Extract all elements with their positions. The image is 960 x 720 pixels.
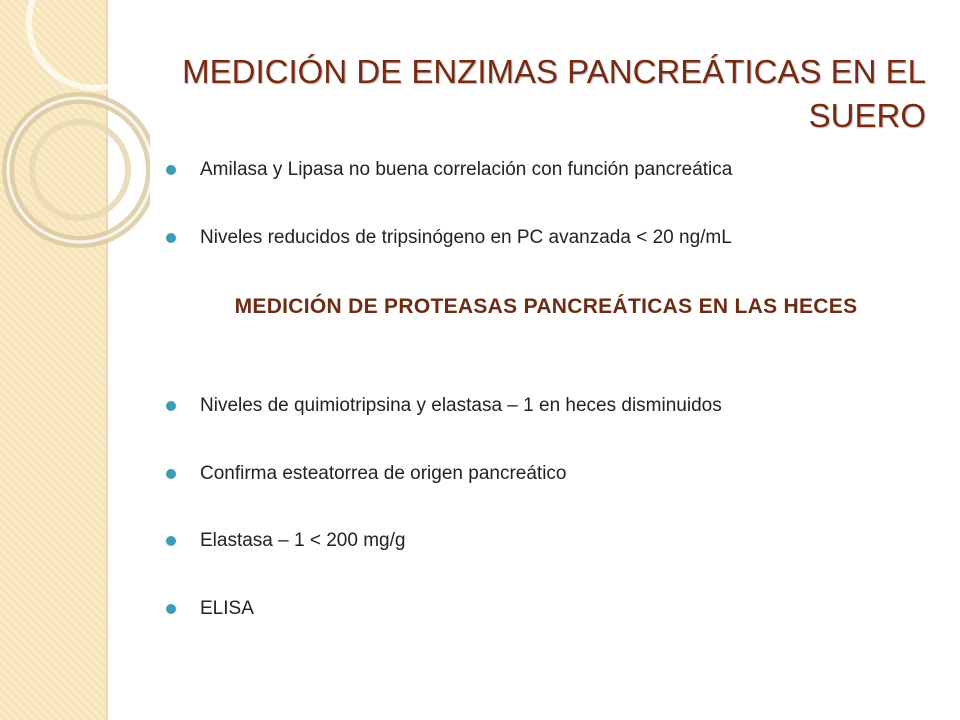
list-item	[166, 595, 926, 623]
list-item-text: Elastasa – 1 < 200 mg/g	[200, 530, 406, 551]
section-subtitle: MEDICIÓN DE PROTEASAS PANCREÁTICAS EN LAS HECES	[234, 295, 858, 318]
list-item-text: Confirma esteatorrea de origen pancreático	[200, 463, 567, 484]
list-item-text: Amilasa y Lipasa no buena correlación con función pancreática	[200, 159, 733, 180]
list-item	[166, 392, 926, 420]
list-item-text: Niveles reducidos de tripsinógeno en PC avanzada < 20 ng/mL	[200, 227, 732, 248]
list-item	[166, 527, 926, 555]
bullet-icon	[166, 536, 176, 546]
list-item-text: ELISA	[200, 598, 254, 619]
list-item	[166, 156, 926, 184]
slide-title: MEDICIÓN DE ENZIMAS PANCREÁTICAS EN EL SUERO	[182, 53, 926, 134]
bullet-icon	[166, 401, 176, 411]
decorative-swirl-icon	[0, 0, 150, 260]
list-item	[166, 224, 926, 252]
list-item	[166, 460, 926, 488]
bullet-icon	[166, 469, 176, 479]
list-item-text: Niveles de quimiotripsina y elastasa – 1 en heces disminuidos	[200, 395, 722, 416]
bullet-icon	[166, 165, 176, 175]
bullet-icon	[166, 233, 176, 243]
bullet-icon	[166, 604, 176, 614]
